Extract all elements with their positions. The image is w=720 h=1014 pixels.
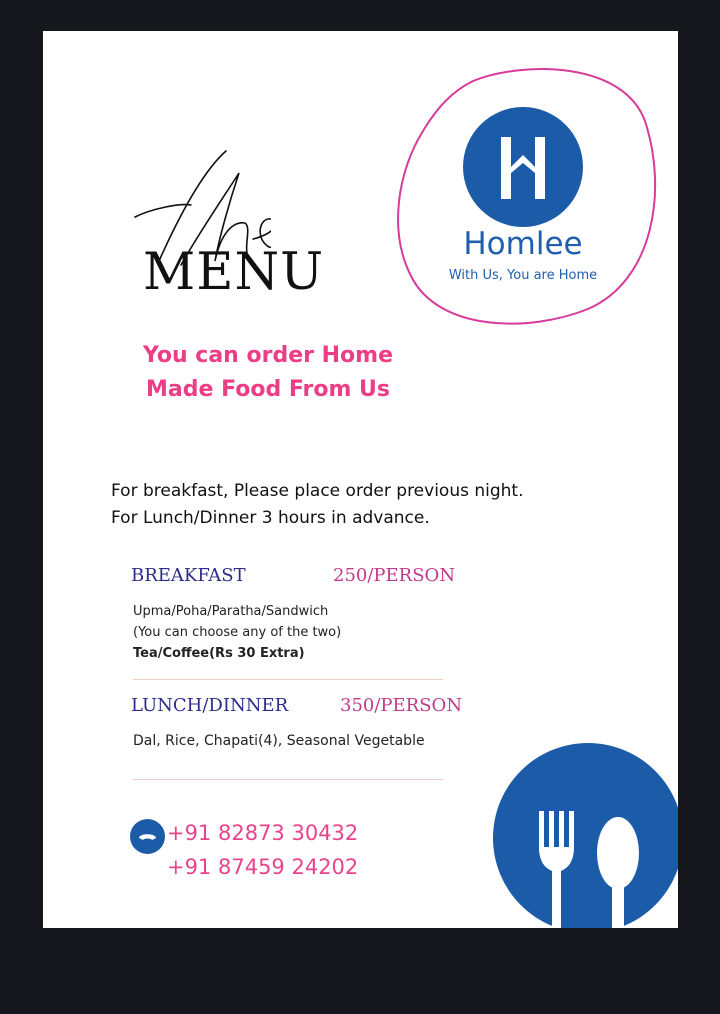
breakfast-item: Upma/Poha/Paratha/Sandwich <box>133 604 329 619</box>
lunch-item: Dal, Rice, Chapati(4), Seasonal Vegetable <box>133 733 425 749</box>
tagline-line-2: Made Food From Us <box>146 377 390 402</box>
section-divider <box>133 679 443 680</box>
lunch-price: 350/PERSON <box>340 695 463 716</box>
phone-icon-glyph <box>130 819 165 854</box>
breakfast-item: (You can choose any of the two) <box>133 625 342 640</box>
phone-number-1[interactable]: +91 82873 30432 <box>167 821 359 845</box>
logo-badge <box>463 107 583 227</box>
phone-icon <box>130 819 165 854</box>
brand-name: Homlee <box>463 226 583 262</box>
brand-tagline: With Us, You are Home <box>448 268 598 283</box>
lunch-heading: LUNCH/DINNER <box>131 695 289 716</box>
house-door-icon <box>463 107 583 227</box>
fork-spoon-icon <box>493 743 678 928</box>
menu-title: MENU <box>143 243 325 302</box>
phone-number-2[interactable]: +91 87459 24202 <box>167 855 359 879</box>
breakfast-price: 250/PERSON <box>333 565 456 586</box>
breakfast-heading: BREAKFAST <box>131 565 246 586</box>
menu-page <box>43 31 678 928</box>
tagline <box>98 339 438 407</box>
tagline-line-1: You can order Home <box>142 343 394 368</box>
plate-badge <box>493 743 678 928</box>
section-divider <box>133 779 443 780</box>
breakfast-item: Tea/Coffee(Rs 30 Extra) <box>133 646 305 661</box>
order-note-lunch: For Lunch/Dinner 3 hours in advance. <box>111 508 430 528</box>
order-note-breakfast: For breakfast, Please place order previous night. <box>111 481 524 501</box>
